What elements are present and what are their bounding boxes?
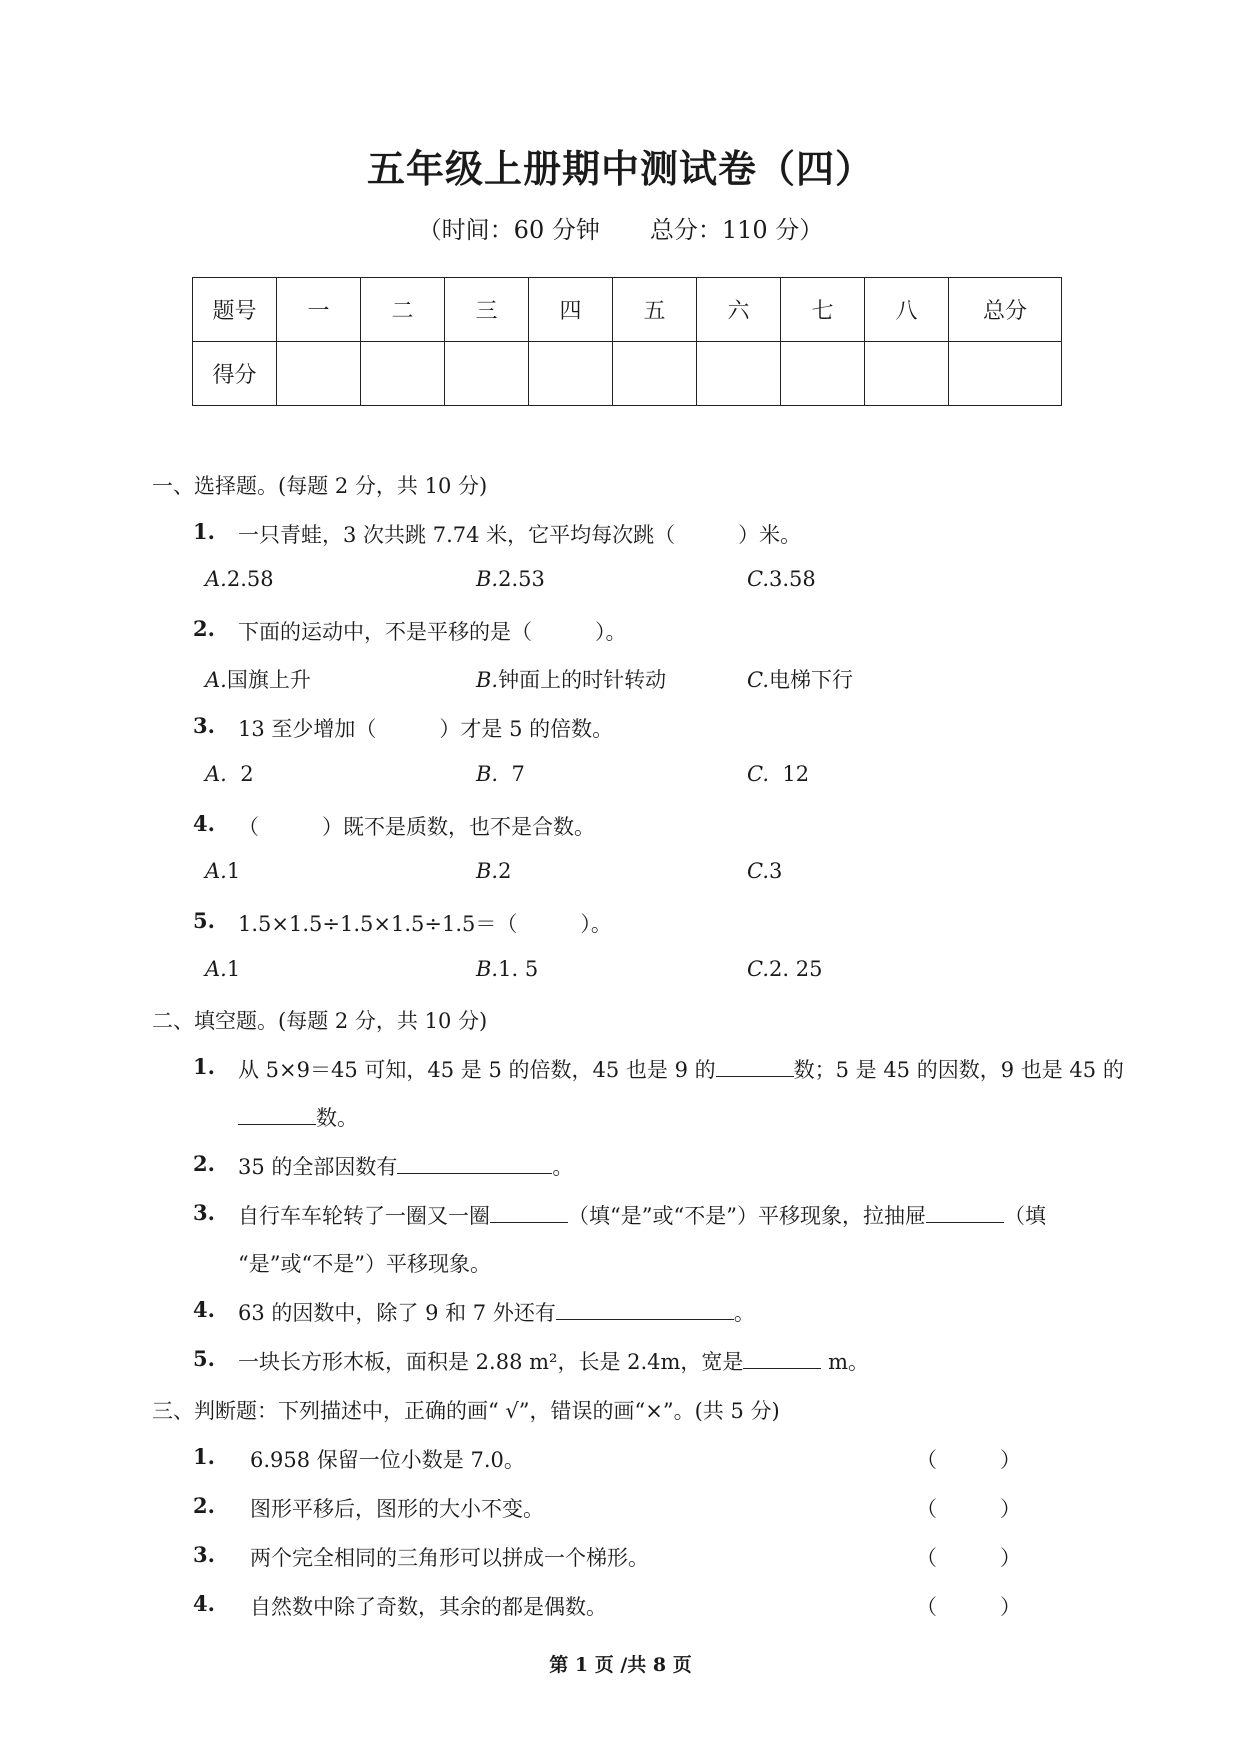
fill-question-1-cont: 数。: [238, 1102, 358, 1132]
judge-answer-box[interactable]: （ ）: [916, 1497, 1021, 1521]
score-cell: 题号: [193, 278, 277, 342]
score-input-cell[interactable]: [361, 342, 445, 406]
score-input-cell[interactable]: [613, 342, 697, 406]
judge-text: 6.958 保留一位小数是 7.0。: [250, 1448, 525, 1472]
score-input-cell[interactable]: [277, 342, 361, 406]
total-info: 总分：110 分）: [649, 216, 824, 244]
fill-question-1: 从 5×9＝45 可知，45 是 5 的倍数，45 也是 9 的 数；5 是 45 的因数，9 也是 45 的: [238, 1058, 1124, 1082]
option-c[interactable]: C.3: [747, 859, 783, 883]
question-text: 下面的运动中，不是平移的是（ ）。: [238, 620, 627, 644]
score-cell: 六: [697, 278, 781, 342]
fill-question-3-cont: “是”或“不是”）平移现象。: [238, 1252, 491, 1276]
score-table: [192, 277, 1062, 406]
question-number: 5.: [193, 1346, 215, 1371]
answer-blank[interactable]: [556, 1301, 734, 1320]
question-text: 一只青蛙，3 次共跳 7.74 米，它平均每次跳（ ）米。: [238, 523, 802, 547]
answer-blank[interactable]: [926, 1204, 1004, 1223]
score-cell: 二: [361, 278, 445, 342]
score-input-cell[interactable]: [697, 342, 781, 406]
section2-heading: 二、填空题。(每题 2 分，共 10 分): [152, 1009, 488, 1033]
question-number: 5.: [193, 908, 215, 933]
score-input-cell[interactable]: [781, 342, 865, 406]
question-number: 2.: [193, 1493, 215, 1518]
option-c[interactable]: C.3.58: [747, 567, 816, 591]
fill-question-4: 63 的因数中，除了 9 和 7 外还有 。: [238, 1301, 755, 1325]
answer-blank[interactable]: [490, 1204, 568, 1223]
question-number: 1.: [193, 519, 215, 544]
score-cell: 三: [445, 278, 529, 342]
fill-question-2: 35 的全部因数有 。: [238, 1155, 574, 1179]
answer-blank[interactable]: [397, 1155, 552, 1174]
question-number: 1.: [193, 1444, 215, 1469]
judge-answer-box[interactable]: （ ）: [916, 1546, 1021, 1570]
question-number: 2.: [193, 1151, 215, 1176]
question-number: 2.: [193, 616, 215, 641]
option-c[interactable]: C.电梯下行: [747, 668, 853, 692]
answer-blank[interactable]: [743, 1350, 821, 1369]
answer-blank[interactable]: [238, 1106, 316, 1125]
score-input-cell[interactable]: [865, 342, 949, 406]
judge-text: 自然数中除了奇数，其余的都是偶数。: [250, 1595, 607, 1619]
question-number: 3.: [193, 1200, 215, 1225]
judge-text: 两个完全相同的三角形可以拼成一个梯形。: [250, 1546, 649, 1570]
option-b[interactable]: B.钟面上的时针转动: [476, 668, 667, 692]
score-cell: 总分: [949, 278, 1062, 342]
question-number: 4.: [193, 1297, 215, 1322]
score-table-score-row: [193, 342, 1062, 406]
option-b[interactable]: B.2.53: [476, 567, 545, 591]
score-cell: 得分: [193, 342, 277, 406]
exam-subtitle: [0, 210, 1241, 245]
score-cell: 四: [529, 278, 613, 342]
option-a[interactable]: A. 2: [205, 762, 254, 786]
answer-blank[interactable]: [716, 1058, 794, 1077]
judge-answer-box[interactable]: （ ）: [916, 1595, 1021, 1619]
option-a[interactable]: A.国旗上升: [205, 668, 311, 692]
question-number: 4.: [193, 1591, 215, 1616]
page-footer: 第 1 页 /共 8 页: [549, 1654, 692, 1676]
score-input-cell[interactable]: [529, 342, 613, 406]
fill-question-5: 一块长方形木板，面积是 2.88 m²，长是 2.4m，宽是 m。: [238, 1350, 870, 1374]
question-text: 1.5×1.5÷1.5×1.5÷1.5＝（ ）。: [238, 912, 612, 936]
option-a[interactable]: A.1: [205, 859, 241, 883]
option-a[interactable]: A.2.58: [205, 567, 274, 591]
question-number: 3.: [193, 1542, 215, 1567]
question-number: 3.: [193, 713, 215, 738]
fill-question-3: 自行车车轮转了一圈又一圈 （填“是”或“不是”）平移现象，拉抽屉 （填: [238, 1204, 1046, 1228]
score-cell: 八: [865, 278, 949, 342]
score-cell: 五: [613, 278, 697, 342]
question-text: （ ）既不是质数，也不是合数。: [238, 815, 595, 839]
score-cell: 一: [277, 278, 361, 342]
option-c[interactable]: C. 12: [747, 762, 810, 786]
score-table-header-row: [193, 278, 1062, 342]
section1-heading: 一、选择题。(每题 2 分，共 10 分): [152, 474, 488, 498]
question-number: 4.: [193, 811, 215, 836]
option-c[interactable]: C.2. 25: [747, 957, 823, 981]
score-input-cell[interactable]: [949, 342, 1062, 406]
section3-heading: 三、判断题：下列描述中，正确的画“ √”，错误的画“×”。(共 5 分): [152, 1399, 780, 1423]
time-info: （时间：60 分钟: [417, 216, 600, 244]
option-b[interactable]: B.2: [476, 859, 512, 883]
option-a[interactable]: A.1: [205, 957, 241, 981]
question-text: 13 至少增加（ ）才是 5 的倍数。: [238, 717, 614, 741]
exam-title: 五年级上册期中测试卷（四）: [366, 147, 874, 191]
score-input-cell[interactable]: [445, 342, 529, 406]
option-b[interactable]: B.1. 5: [476, 957, 539, 981]
judge-text: 图形平移后，图形的大小不变。: [250, 1497, 544, 1521]
option-b[interactable]: B. 7: [476, 762, 525, 786]
judge-answer-box[interactable]: （ ）: [916, 1448, 1021, 1472]
score-cell: 七: [781, 278, 865, 342]
question-number: 1.: [193, 1054, 215, 1079]
